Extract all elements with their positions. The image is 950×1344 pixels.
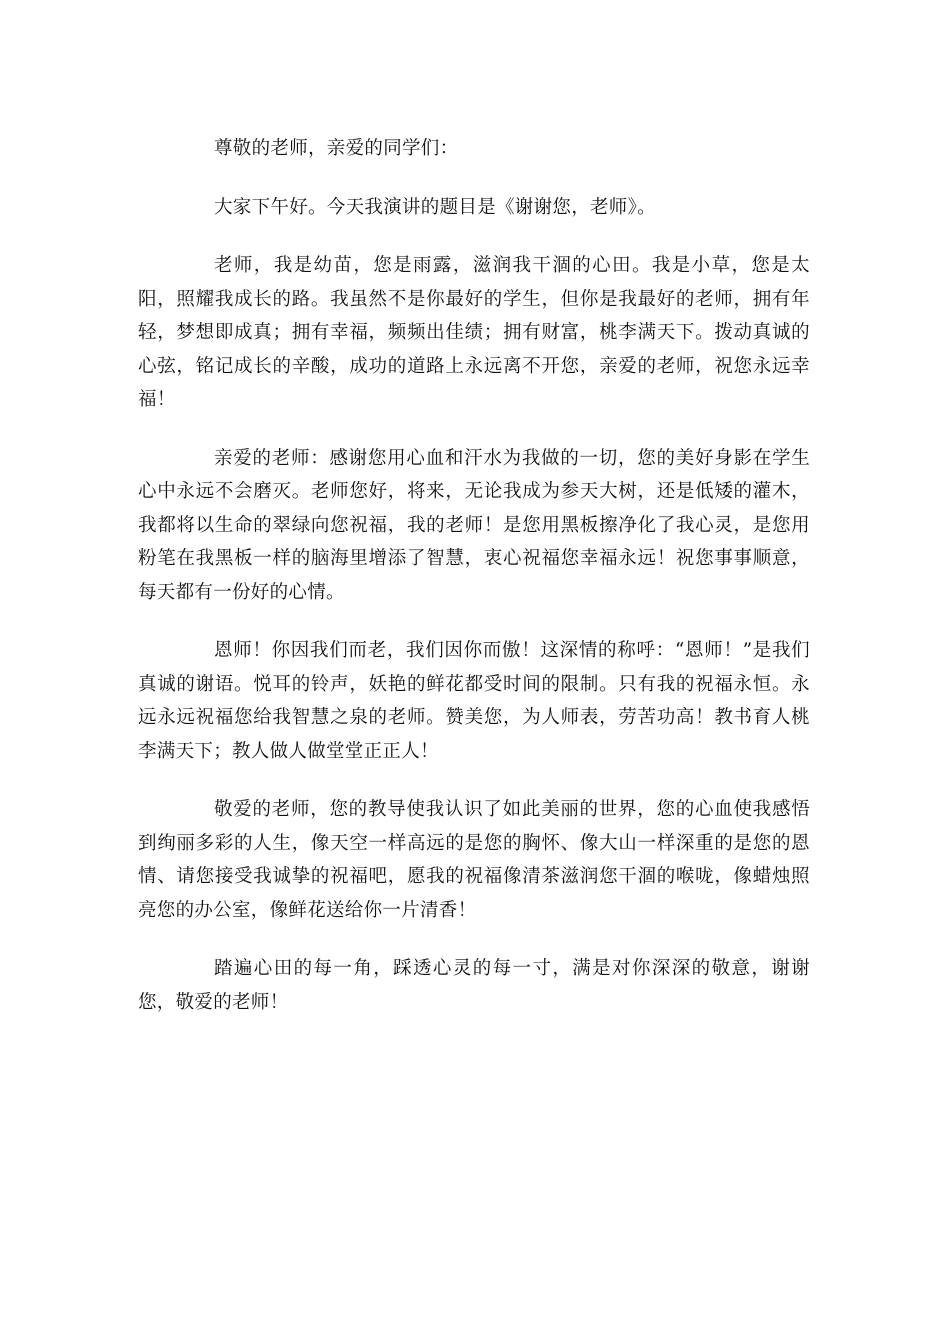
closing-paragraph: 踏遍心田的每一角，踩透心灵的每一寸，满是对你深深的敬意，谢谢您，敬爱的老师！ xyxy=(138,958,810,1013)
paragraph-seedling: 老师，我是幼苗，您是雨露，滋润我干涸的心田。我是小草，您是太阳，照耀我成长的路。我虽然不是你最好的学生，但你是我最好的老师，拥有年轻，梦想即成真；拥有幸福，频频出佳绩；拥有财富，桃李满天下。拨动真诚的心弦，铭记成长的辛酸，成功的道路上永远离不开您，亲爱的老师，祝您永远幸福！ xyxy=(138,255,810,410)
paragraph-gratitude: 亲爱的老师：感谢您用心血和汗水为我做的一切，您的美好身影在学生心中永远不会磨灭。老师您好，将来，无论我成为参天大树，还是低矮的灌木，我都将以生命的翠绿向您祝福，我的老师！是您用黑板擦净化了我心灵，是您用粉笔在我黑板一样的脑海里增添了智慧，衷心祝福您幸福永远！祝您事事顺意，每天都有一份好的心情。 xyxy=(138,447,810,603)
speech-body xyxy=(138,132,810,1044)
salutation: 尊敬的老师，亲爱的同学们： xyxy=(214,138,459,159)
greeting-paragraph: 大家下午好。今天我演讲的题目是《谢谢您，老师》。 xyxy=(214,196,656,218)
paragraph-mentor: 恩师！你因我们而老，我们因你而傲！这深情的称呼：“恩师！”是我们真诚的谢语。悦耳的铃声，妖艳的鲜花都受时间的限制。只有我的祝福永恒。永远永远祝福您给我智慧之泉的老师。赞美您，为人师表，劳苦功高！教书育人桃李满天下；教人做人做堂堂正正人！ xyxy=(138,640,810,762)
paragraph-teaching: 敬爱的老师，您的教导使我认识了如此美丽的世界，您的心血使我感悟到绚丽多彩的人生，像天空一样高远的是您的胸怀、像大山一样深重的是您的恩情、请您接受我诚挚的祝福吧，愿我的祝福像清茶滋润您干涸的喉咙，像蜡烛照亮您的办公室，像鲜花送给你一片清香！ xyxy=(138,799,810,921)
